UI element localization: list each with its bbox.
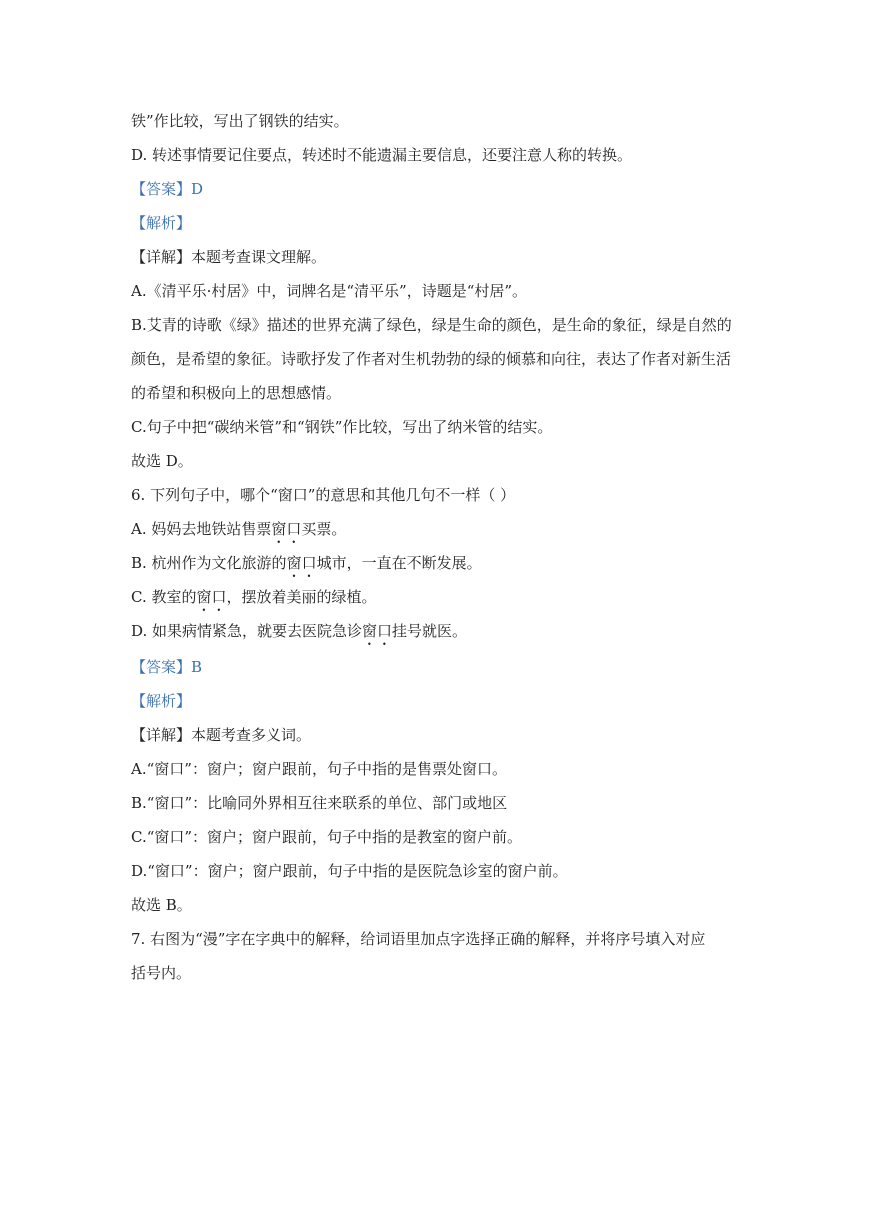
detail-heading: 【详解】本题考查课文理解。	[131, 248, 327, 266]
option-text: 城市，一直在不断发展。	[316, 554, 482, 572]
text-line: 的希望和积极向上的思想感情。	[131, 384, 342, 402]
dotted-word: 窗口	[286, 554, 317, 572]
dotted-word: 窗口	[271, 520, 302, 538]
analysis-tag: 【解析】	[131, 692, 192, 710]
dotted-word: 窗口	[196, 588, 227, 606]
option-text: 买票。	[301, 520, 347, 538]
dotted-word: 窗口	[362, 622, 393, 640]
option-text: D. 如果病情紧急，就要去医院急诊	[131, 622, 363, 640]
option-text: C. 教室的	[131, 588, 197, 606]
option-text: A. 妈妈去地铁站售票	[131, 520, 272, 538]
question-6-option-d	[131, 621, 751, 649]
text-line: C.“窗口”：窗户；窗户跟前，句子中指的是教室的窗户前。	[131, 828, 523, 846]
answer-tag: 【答案】	[131, 658, 192, 676]
text-line: 颜色，是希望的象征。诗歌抒发了作者对生机勃勃的绿的倾慕和向往，表达了作者对新生活	[131, 350, 732, 368]
question-6-option-b	[131, 553, 751, 581]
text-line: C.句子中把“碳纳米管”和“钢铁”作比较，写出了纳米管的结实。	[131, 418, 553, 436]
question-6-option-c	[131, 587, 751, 615]
text-line: A.“窗口”：窗户；窗户跟前，句子中指的是售票处窗口。	[131, 760, 507, 778]
answer-tag: 【答案】	[131, 180, 192, 198]
text-line: B.“窗口”：比喻同外界相互往来联系的单位、部门或地区	[131, 794, 508, 812]
question-7-stem: 7. 右图为“漫”字在字典中的解释，给词语里加点字选择正确的解释，并将序号填入对应	[131, 930, 706, 948]
analysis-tag: 【解析】	[131, 214, 192, 232]
option-text: 挂号就医。	[392, 622, 468, 640]
detail-heading: 【详解】本题考查多义词。	[131, 726, 312, 744]
text-line: B.艾青的诗歌《绿》描述的世界充满了绿色，绿是生命的颜色，是生命的象征，绿是自然的	[131, 316, 732, 334]
option-d-text: D. 转述事情要记住要点，转述时不能遗漏主要信息，还要注意人称的转换。	[131, 146, 633, 164]
text-line: D.“窗口”：窗户；窗户跟前，句子中指的是医院急诊室的窗户前。	[131, 862, 568, 880]
answer-line	[131, 179, 751, 199]
answer-value: B	[191, 658, 203, 676]
text-line: 铁”作比较，写出了钢铁的结实。	[131, 112, 349, 130]
text-line: A.《清平乐·村居》中，词牌名是“清平乐”，诗题是“村居”。	[131, 282, 528, 300]
text-line: 故选 B。	[131, 896, 192, 914]
answer-value: D	[191, 180, 204, 198]
answer-line	[131, 657, 751, 677]
option-text: B. 杭州作为文化旅游的	[131, 554, 287, 572]
text-line: 故选 D。	[131, 452, 193, 470]
question-6-stem: 6. 下列句子中，哪个“窗口”的意思和其他几句不一样（ ）	[131, 486, 516, 504]
question-6-option-a	[131, 519, 751, 547]
option-text: ，摆放着美丽的绿植。	[226, 588, 377, 606]
question-7-stem-cont: 括号内。	[131, 964, 192, 982]
